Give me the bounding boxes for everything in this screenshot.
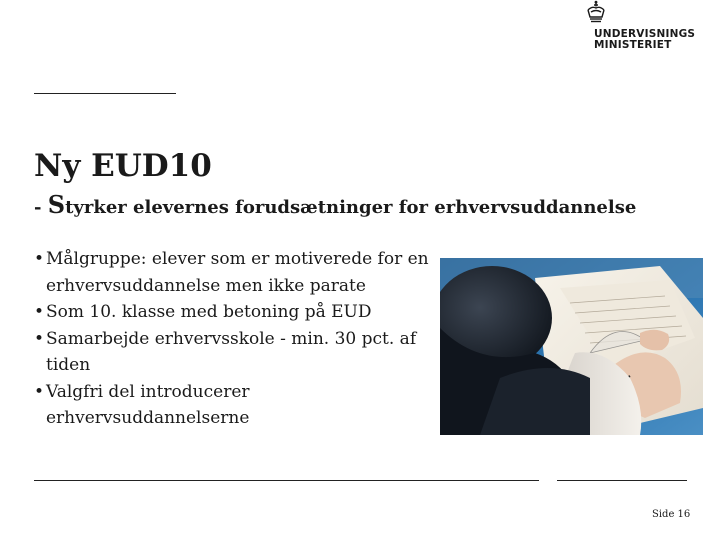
- crown-icon: [582, 0, 610, 24]
- bottom-divider-long: [34, 480, 539, 481]
- photo-illustration: [440, 258, 703, 435]
- top-divider: [34, 93, 176, 94]
- student-working-at-desk-photo: [440, 258, 703, 435]
- subtitle-initial: S: [47, 190, 66, 219]
- ministry-logo: [582, 0, 696, 56]
- bullet-item: • Valgfri del introducerer erhvervsuddannelserne: [34, 379, 444, 432]
- page-number: Side 16: [652, 509, 691, 520]
- subtitle-dash: -: [34, 197, 48, 218]
- slide-subtitle: [34, 192, 636, 221]
- slide-title: Ny EUD10: [34, 148, 212, 184]
- logo-wordmark-line1: UNDERVISNINGS: [594, 28, 696, 40]
- subtitle-rest: tyrker elevernes forudsætninger for erhvervsuddannelse: [65, 197, 637, 218]
- bottom-divider-short: [557, 480, 687, 481]
- logo-wordmark-line2: MINISTERIET: [594, 39, 672, 51]
- bullet-item: • Som 10. klasse med betoning på EUD: [34, 299, 444, 326]
- bullet-item: • Samarbejde erhvervsskole - min. 30 pct. af tiden: [34, 326, 444, 379]
- bullet-list: [34, 246, 444, 432]
- bullet-item: • Målgruppe: elever som er motiverede for en erhvervsuddannelse men ikke parate: [34, 246, 444, 299]
